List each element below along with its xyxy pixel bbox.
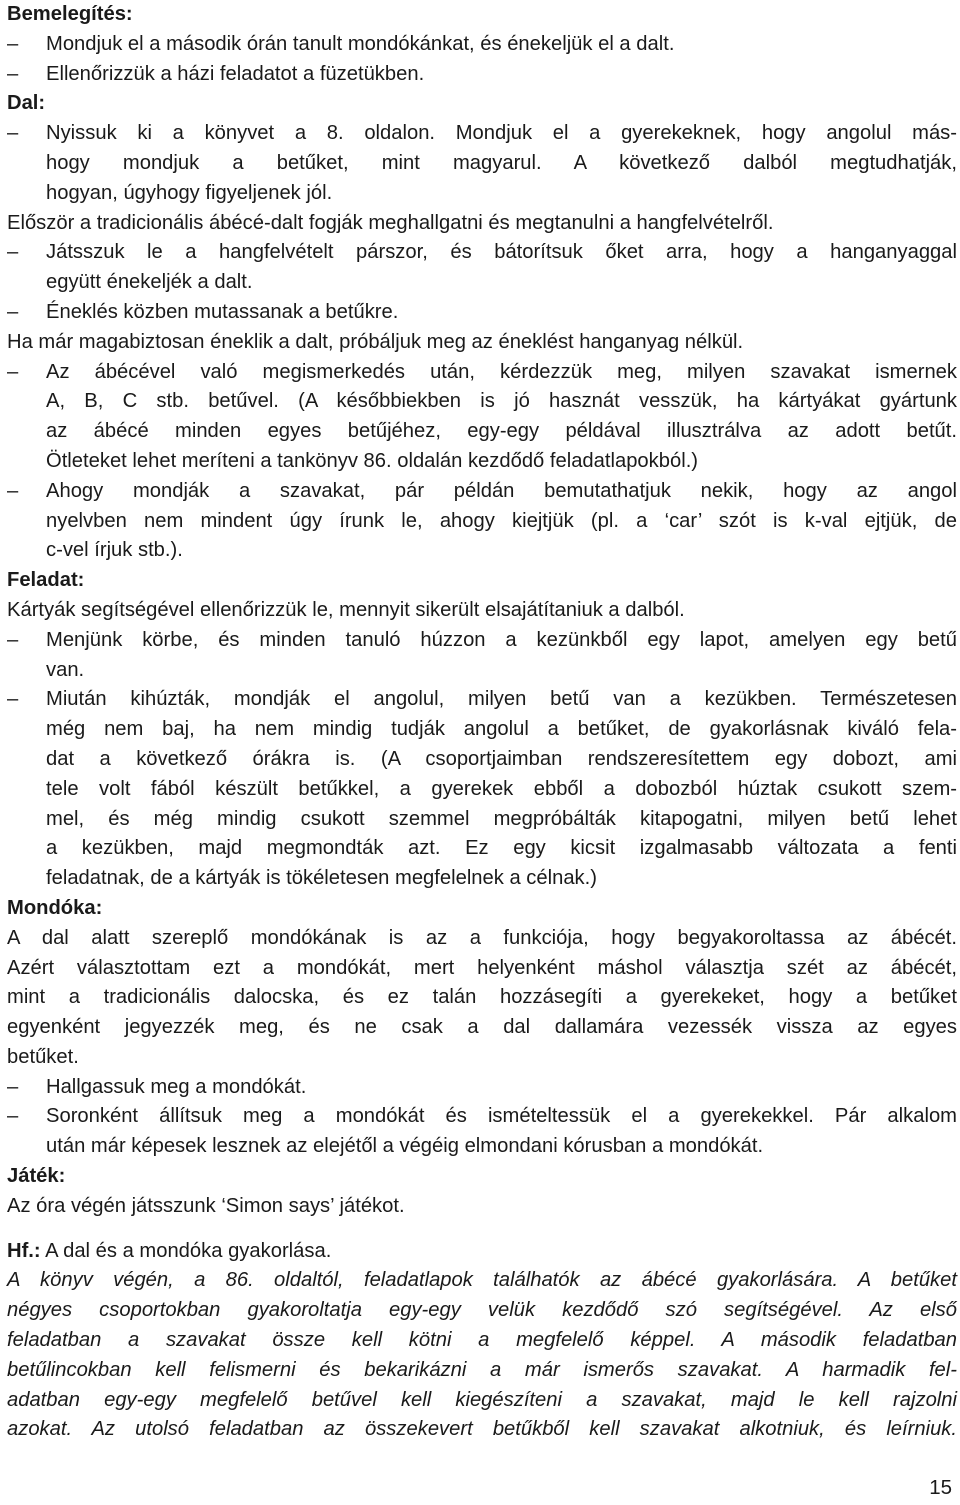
bullet-item-line [7,1073,957,1103]
dash-bullet: – [7,688,19,711]
dash-bullet: – [7,241,19,264]
bullet-item-line [7,358,957,388]
text-line [7,1132,957,1162]
line-text: Ahogy mondják a szavakat, pár példán bemutathatjuk nekik, hogy az angol [46,479,957,502]
dash-bullet: – [7,360,19,383]
text-line [7,447,957,477]
bullet-item-line [7,298,957,328]
text-line [7,715,957,745]
text-line [7,834,957,864]
text-line [7,507,957,537]
line-text: egyenként jegyezzék meg, és ne csak a dal dallamára vezessék vissza az egyes [7,1016,957,1039]
line-text: A, B, C stb. betűvel. (A későbbiekben is jó hasznát vesszük, ha kártyákat gyártunk [46,390,957,413]
bullet-item-line [7,119,957,149]
line-text: betűlincokban kell felismerni és bekarikázni a már ismerős szavakat. A harmadik fel- [7,1358,957,1381]
dash-bullet: – [7,1075,19,1098]
line-text: azokat. Az utolsó feladatban az összekevert betűkből kell szavakat alkotniuk, és leírniuk. [7,1418,957,1441]
homework-label: Hf.: [7,1239,41,1262]
text-line [7,179,957,209]
text-line [7,864,957,894]
heading-dal [7,89,957,119]
text-line [7,268,957,298]
line-text: Ha már magabiztosan éneklik a dalt, próbáljuk meg az éneklést hanganyag nélkül. [7,330,744,353]
heading-bemelegites [7,0,957,30]
text-line [7,775,957,805]
text-line [7,1415,957,1445]
paragraph-gap [7,1222,957,1237]
dash-bullet: – [7,62,19,85]
text-line [7,805,957,835]
line-text: Ötleteket lehet meríteni a tankönyv 86. oldalán kezdődő feladatlapokból.) [46,449,699,472]
line-text: az ábécé minden egyes betűjéhez, egy-egy példával illusztrálva az adott betűt. [46,420,957,443]
line-text: adatban egy-egy megfelelő betűvel kell kiegészíteni a szavakat, majd le kell rajzolni [7,1388,957,1411]
heading-mondoka [7,894,957,924]
line-text: feladatban a szavakat össze kell kötni a megfelelő képpel. A második feladatban [7,1329,957,1352]
line-text: Feladat: [7,569,85,592]
line-text: Az ábécével való megismerkedés után, kérdezzük meg, milyen szavakat ismernek [46,360,957,383]
line-text: Azért választottam ezt a mondókát, mert helyenként máshol választja szét az ábécét, [7,956,957,979]
line-text: van. [46,658,85,681]
line-text: nyelvben nem mindent úgy írunk le, ahogy kiejtjük (pl. a ‘car’ szót is k-val ejtjük, de [46,509,957,532]
line-text: Az óra végén játsszunk ‘Simon says’ játékot. [7,1194,405,1217]
text-line [7,656,957,686]
text-line [7,328,957,358]
dash-bullet: – [7,479,19,502]
text-line [7,983,957,1013]
document-page [7,0,957,1445]
line-text: Menjünk körbe, és minden tanuló húzzon a kezünkből egy lapot, amelyen egy betű [46,628,957,651]
text-line [7,745,957,775]
line-text: négyes csoportokban gyakoroltatja egy-egy velük kezdődő szó segítségével. Az első [7,1299,957,1322]
bullet-item-line [7,626,957,656]
bullet-item-line [7,60,957,90]
line-text: c-vel írjuk stb.). [46,539,183,562]
line-text: mint a tradicionális dalocska, és ez talán hozzásegíti a gyerekeket, hogy a betűket [7,986,957,1009]
line-text: Mondóka: [7,896,103,919]
homework-line [7,1237,957,1267]
line-text: a kezükben, majd megmondták azt. Ez egy kicsit izgalmasabb változata a fenti [46,837,957,860]
line-text: tele volt fából készült betűkkel, a gyerekek ebből a dobozból húztak csukott szem- [46,777,957,800]
line-text: után már képesek lesznek az elejétől a végéig elmondani kórusban a mondókát. [46,1135,764,1158]
bullet-item-line [7,685,957,715]
page-number: 15 [929,1476,952,1499]
line-text: hogy mondjuk a betűket, mint magyarul. A következő dalból megtudhatják, [46,151,957,174]
bullet-item-line [7,238,957,268]
line-text: dat a következő órákra is. (A csoportjaimban rendszeresítettem egy dobozt, ami [46,747,957,770]
text-line [7,536,957,566]
line-text: A dal és a mondóka gyakorlása. [45,1239,332,1262]
line-text: mel, és még mindig csukott szemmel megpróbálták kitapogatni, milyen betű lehet [46,807,957,830]
text-line [7,1266,957,1296]
dash-bullet: – [7,32,19,55]
line-text: betűket. [7,1045,79,1068]
text-line [7,387,957,417]
line-text: Nyissuk ki a könyvet a 8. oldalon. Mondjuk el a gyerekeknek, hogy angolul más- [46,122,957,145]
bullet-item-line [7,477,957,507]
dash-bullet: – [7,300,19,323]
line-text: Játék: [7,1165,66,1188]
text-line [7,1296,957,1326]
line-text: Hallgassuk meg a mondókát. [46,1075,307,1098]
text-line [7,1013,957,1043]
text-line [7,1356,957,1386]
dash-bullet: – [7,1105,19,1128]
text-line [7,209,957,239]
line-text: hogyan, úgyhogy figyeljenek jól. [46,181,333,204]
text-line [7,1192,957,1222]
text-line [7,924,957,954]
line-text: Soronként állítsuk meg a mondókát és ismételtessük el a gyerekekkel. Pár alkalom [46,1105,957,1128]
text-line [7,417,957,447]
line-text: Játsszuk le a hangfelvételt párszor, és bátorítsuk őket arra, hogy a hanganyaggal [46,241,957,264]
line-text: feladatnak, de a kártyák is tökéletesen megfelelnek a célnak.) [46,867,597,890]
line-text: Először a tradicionális ábécé-dalt fogják meghallgatni és megtanulni a hangfelvételről. [7,211,774,234]
line-text: A dal alatt szereplő mondókának is az a funkciója, hogy begyakoroltassa az ábécét. [7,926,957,949]
line-text: Kártyák segítségével ellenőrizzük le, mennyit sikerült elsajátítaniuk a dalból. [7,598,685,621]
line-text: A könyv végén, a 86. oldaltól, feladatlapok találhatók az ábécé gyakorlására. A betűket [7,1269,957,1292]
text-line [7,1386,957,1416]
text-line [7,149,957,179]
line-text: Éneklés közben mutassanak a betűkre. [46,300,399,323]
text-line [7,596,957,626]
line-text: Bemelegítés: [7,3,133,25]
dash-bullet: – [7,628,19,651]
line-text: még nem baj, ha nem mindig tudják angolul a betűket, de gyakorlásnak kiváló fela- [46,718,957,741]
line-text: együtt énekeljék a dalt. [46,271,253,294]
heading-jatek [7,1162,957,1192]
line-text: Miután kihúzták, mondják el angolul, milyen betű van a kezükben. Természetesen [46,688,957,711]
heading-feladat [7,566,957,596]
line-text: Ellenőrizzük a házi feladatot a füzetükben. [46,62,425,85]
dash-bullet: – [7,122,19,145]
text-line [7,1043,957,1073]
line-text: Mondjuk el a második órán tanult mondókánkat, és énekeljük el a dalt. [46,32,675,55]
text-line [7,1326,957,1356]
line-text: Dal: [7,92,46,115]
text-line [7,954,957,984]
bullet-item-line [7,30,957,60]
bullet-item-line [7,1102,957,1132]
